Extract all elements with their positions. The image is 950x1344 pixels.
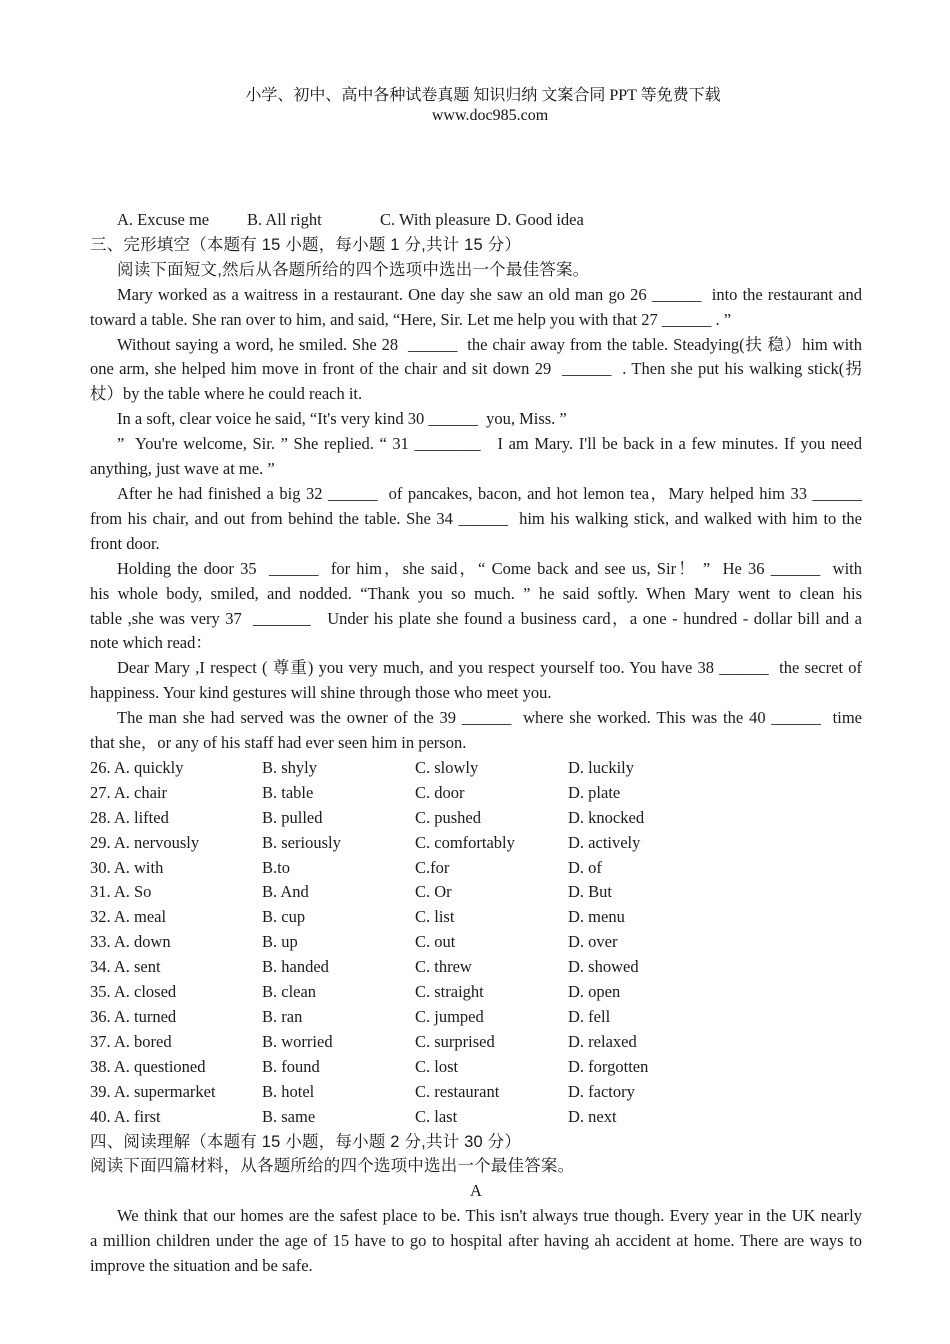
cloze-passage-line: Dear Mary ,I respect ( 尊重) you very much, and you respect yourself too. You have 38 ______ the secret of [117, 658, 862, 678]
reading-section-instruction: 阅读下面四篇材料，从各题所给的四个选项中选出一个最佳答案。 [90, 1157, 575, 1176]
option-cell-c: C. door [415, 782, 465, 802]
option-cell-b: B. handed [262, 957, 329, 977]
option-cell-c: C. out [415, 932, 456, 952]
option-cell-d: D. knocked [568, 807, 645, 827]
option-cell-d: D. next [568, 1106, 617, 1126]
option-cell-b: B. seriously [262, 832, 341, 852]
option-cell-d: D. factory [568, 1081, 635, 1101]
prev-option-d: D. Good idea [495, 210, 584, 229]
cloze-passage-line: his whole body, smiled, and nodded. “Thank you so much. ” he said softly. When Mary went to clean his [90, 583, 862, 603]
option-cell-b: B. pulled [262, 807, 323, 827]
option-cell-a: 39. A. supermarket [90, 1081, 216, 1101]
option-cell-a: 34. A. sent [90, 957, 161, 977]
previous-question-options-row [90, 208, 862, 233]
cloze-section-heading: 三、完形填空（本题有 15 小题，每小题 1 分,共计 15 分） [90, 235, 522, 254]
cloze-passage-line: toward a table. She ran over to him, and said, “Here, Sir. Let me help you with that 27 ______ . ” [90, 309, 732, 329]
header-site-url: www.doc985.com [431, 107, 549, 124]
option-cell-a: 33. A. down [90, 932, 171, 952]
cloze-option-row-33 [90, 930, 862, 955]
option-cell-a: 31. A. So [90, 882, 152, 902]
option-cell-b: B. clean [262, 982, 317, 1002]
cloze-passage-line: that she，or any of his staff had ever seen him in person. [90, 733, 467, 753]
option-cell-c: C. list [415, 907, 455, 927]
option-cell-d: D. menu [568, 907, 625, 927]
cloze-passage-line: ” You're welcome, Sir. ” She replied. “ 31 ________ I am Mary. I'll be back in a few minutes. If you need [117, 434, 862, 454]
cloze-passage-line: happiness. Your kind gestures will shine through those who meet you. [90, 683, 552, 703]
option-cell-b: B. hotel [262, 1081, 315, 1101]
option-cell-b: B. ran [262, 1007, 303, 1026]
cloze-passage-line: front door. [90, 533, 160, 553]
cloze-passage-line: anything, just wave at me. ” [90, 459, 275, 479]
option-cell-a: 36. A. turned [90, 1007, 177, 1026]
reading-passage-line: a million children under the age of 15 have to go to hospital after having ah accident at home. There are ways to [90, 1231, 862, 1251]
reading-passage-line: improve the situation and be safe. [90, 1256, 313, 1276]
option-cell-a: 27. A. chair [90, 782, 167, 802]
reading-passage-line: We think that our homes are the safest place to be. This isn't always true though. Every year in the UK nearly [117, 1206, 862, 1226]
option-cell-d: D. forgotten [568, 1056, 649, 1076]
option-cell-b: B.to [262, 857, 290, 877]
option-cell-d: D. relaxed [568, 1031, 637, 1051]
cloze-passage-line: table ,she was very 37 _______ Under his plate she found a business card，a one - hundred - dollar bill and a [90, 608, 862, 628]
cloze-passage-line: In a soft, clear voice he said, “It's very kind 30 ______ you, Miss. ” [117, 409, 567, 429]
cloze-passage-line: one arm, she helped him move in front of the chair and sit down 29 ______ . Then she put his walking stick(拐 [90, 359, 862, 379]
option-cell-b: B. And [262, 882, 309, 902]
option-cell-c: C. slowly [415, 757, 479, 777]
cloze-option-row-38 [90, 1055, 862, 1080]
cloze-option-row-28 [90, 806, 862, 831]
option-cell-c: C. pushed [415, 807, 481, 827]
option-cell-c: C. straight [415, 982, 484, 1002]
option-cell-a: 37. A. bored [90, 1031, 172, 1051]
cloze-passage-line: note which read： [90, 633, 212, 653]
option-cell-c: C. lost [415, 1056, 459, 1076]
option-cell-b: B. shyly [262, 757, 318, 777]
option-cell-a: 26. A. quickly [90, 757, 184, 777]
option-cell-d: D. of [568, 857, 602, 877]
cloze-section-instruction: 阅读下面短文,然后从各题所给的四个选项中选出一个最佳答案。 [117, 260, 590, 279]
option-cell-b: B. found [262, 1056, 320, 1076]
cloze-option-row-32 [90, 905, 862, 930]
option-cell-a: 35. A. closed [90, 982, 177, 1002]
reading-section-heading: 四、阅读理解（本题有 15 小题，每小题 2 分,共计 30 分） [90, 1132, 522, 1151]
option-cell-b: B. same [262, 1106, 316, 1126]
option-cell-d: D. But [568, 882, 613, 902]
option-cell-b: B. worried [262, 1031, 333, 1051]
option-cell-c: C. comfortably [415, 832, 515, 852]
option-cell-c: C. threw [415, 957, 472, 977]
cloze-option-row-29 [90, 831, 862, 856]
option-cell-c: C. jumped [415, 1007, 484, 1026]
cloze-option-row-27 [90, 781, 862, 806]
option-cell-a: 38. A. questioned [90, 1056, 206, 1076]
prev-option-a: A. Excuse me [117, 210, 210, 229]
option-cell-d: D. actively [568, 832, 641, 852]
option-cell-c: C. last [415, 1106, 458, 1126]
cloze-option-row-40 [90, 1105, 862, 1130]
option-cell-a: 32. A. meal [90, 907, 167, 927]
option-cell-c: C. restaurant [415, 1081, 500, 1101]
cloze-passage-line: After he had finished a big 32 ______ of pancakes, bacon, and hot lemon tea，Mary helped him 33 ______ [117, 483, 862, 503]
cloze-passage-line: 杖）by the table where he could reach it. [90, 384, 363, 404]
option-cell-d: D. open [568, 982, 621, 1002]
document-body [90, 208, 862, 1279]
cloze-option-row-30 [90, 856, 862, 881]
option-cell-b: B. cup [262, 907, 306, 927]
cloze-option-row-26 [90, 756, 862, 781]
option-cell-a: 40. A. first [90, 1106, 161, 1126]
option-cell-a: 28. A. lifted [90, 807, 169, 827]
cloze-option-row-35 [90, 980, 862, 1005]
option-cell-b: B. table [262, 782, 314, 802]
option-cell-d: D. fell [568, 1007, 611, 1026]
option-cell-c: C.for [415, 857, 450, 877]
option-cell-c: C. Or [415, 882, 452, 902]
option-cell-a: 29. A. nervously [90, 832, 200, 852]
option-cell-b: B. up [262, 932, 298, 952]
cloze-passage-line: from his chair, and out from behind the table. She 34 ______ him his walking stick, and walked with him to the [90, 508, 862, 528]
cloze-option-row-39 [90, 1080, 862, 1105]
cloze-passage-line: Without saying a word, he smiled. She 28 ______ the chair away from the table. Steadying(扶 稳）him with [117, 334, 862, 354]
prev-option-b: B. All right [247, 210, 322, 229]
cloze-option-row-34 [90, 955, 862, 980]
cloze-passage-line: Mary worked as a waitress in a restaurant. One day she saw an old man go 26 ______ into the restaurant and [117, 284, 862, 304]
option-cell-d: D. luckily [568, 757, 634, 777]
option-cell-c: C. surprised [415, 1031, 495, 1051]
option-cell-d: D. plate [568, 782, 621, 802]
cloze-passage-line: The man she had served was the owner of the 39 ______ where she worked. This was the 40 ______ time [117, 708, 862, 728]
header-promo-text: 小学、初中、高中各种试卷真题 知识归纳 文案合同 PPT 等免费下载 [245, 87, 721, 104]
option-cell-a: 30. A. with [90, 857, 164, 877]
cloze-passage-line: Holding the door 35 ______ for him，she said，“ Come back and see us, Sir！ ” He 36 ______ with [117, 558, 862, 578]
page-header [0, 0, 950, 146]
cloze-option-row-37 [90, 1030, 862, 1055]
option-cell-d: D. showed [568, 957, 639, 977]
prev-option-c: C. With pleasure [380, 210, 491, 229]
cloze-option-row-31 [90, 880, 862, 905]
option-cell-d: D. over [568, 932, 618, 952]
cloze-option-row-36 [90, 1005, 862, 1030]
reading-passage-label: A [470, 1181, 482, 1201]
